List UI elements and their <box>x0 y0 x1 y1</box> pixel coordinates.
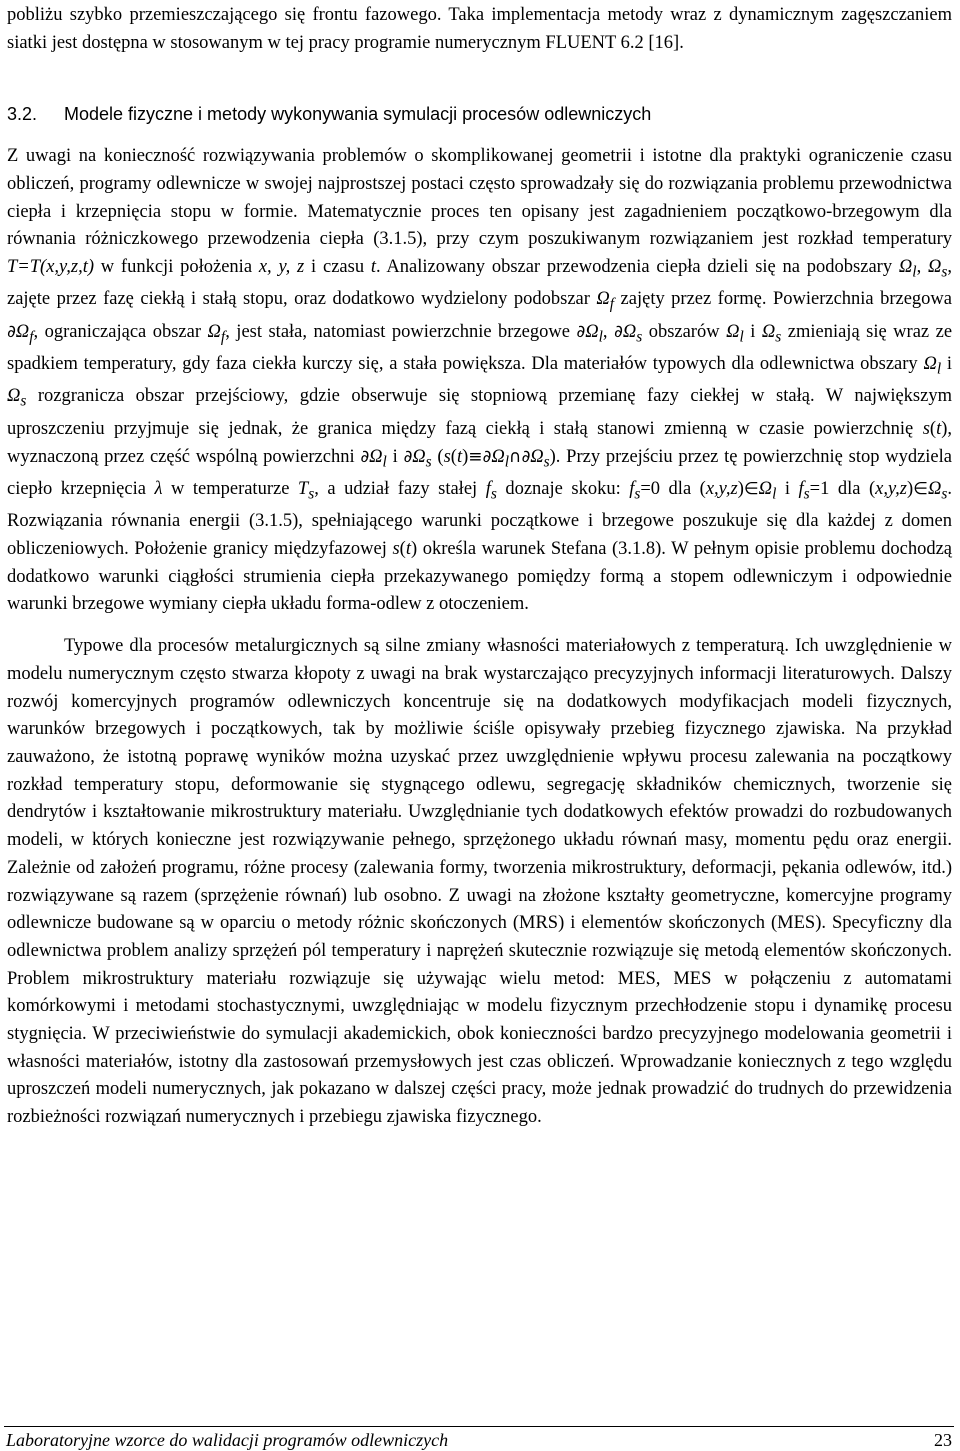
page-footer <box>4 1426 954 1450</box>
section-heading <box>7 101 952 129</box>
page-number: 23 <box>934 1430 952 1450</box>
paragraph-model-description: Z uwagi na konieczność rozwiązywania problemów o skomplikowanej geometrii i istotne dla praktyki ograniczenie czasu obliczeń, programy odlewnicze w swojej najprostszej postaci często sprowadzały się do rozwiązania problemu przewodnictwa ciepła i krzepnięcia stopu w formie. Matematycznie proces ten opisany jest zagadnieniem początkowo-brzegowym dla równania różniczkowego przewodzenia ciepła (3.1.5), przy czym poszukiwanym rozwiązaniem jest rozkład temperatury T=T(x,y,z,t) w funkcji położenia x, y, z i czasu t. Analizowany obszar przewodzenia ciepła dzieli się na podobszary $\Omega_l$, $\Omega_s$, zajęte przez fazę ciekłą i stałą stopu, oraz dodatkowo wydzielony podobszar $\Omega_f$ zajęty przez formę. Powierzchnia brzegowa $\partial\Omega_f$, ograniczająca obszar $\Omega_f$, jest stała, natomiast powierzchnie brzegowe $\partial\Omega_l$, $\partial\Omega_s$ obszarów $\Omega_l$ i $\Omega_s$ zmieniają się wraz ze spadkiem temperatury, gdy faza ciekła kurczy się, a stała powiększa. Dla materiałów typowych dla odlewnictwa obszary $\Omega_l$ i $\Omega_s$ rozgranicza obszar przejściowy, gdzie obserwuje się stopniową przemianę fazy ciekłej w stałą. W największym uproszczeniu przyjmuje się jednak, że granica między fazą ciekłą i stałą stanowi zmienną w czasie powierzchnię s(t), wyznaczoną przez część wspólną powierzchni $\partial\Omega_l$ i $\partial\Omega_s$ $(s(t)\equiv\partial\Omega_l\cap\partial\Omega_s)$. Przy przejściu przez tę powierzchnię stop wydziela ciepło krzepnięcia λ w temperaturze $T_s$, a udział fazy stałej $f_s$ doznaje skoku: $f_s=0$ dla $(x,y,z)\in\Omega_l$ i $f_s=1$ dla $(x,y,z)\in\Omega_s$. Rozwiązania równania energii (3.1.5), spełniającego warunki początkowe i brzegowe poszukuje się dla każdej z domen obliczeniowych. Położenie granicy międzyfazowej s(t) określa warunek Stefana (3.1.8). W pełnym opisie problemu dochodzą dodatkowo warunki ciągłości strumienia ciepła przekazywanego pomiędzy formą a stopem odlewniczym i odpowiednie warunki brzegowe wymiany ciepła układu forma-odlew z otoczeniem. <box>7 146 953 615</box>
section-title: Modele fizyczne i metody wykonywania symulacji procesów odlewniczych <box>64 104 652 125</box>
page-content <box>7 2 952 1132</box>
footer-title: Laboratoryjne wzorce do walidacji programów odlewniczych <box>6 1430 449 1450</box>
section-number: 3.2. <box>7 104 38 125</box>
intro-paragraph: pobliżu szybko przemieszczającego się frontu fazowego. Taka implementacja metody wraz z dynamicznym zagęszczaniem siatki jest dostępna w stosowanym w tej pracy programie numerycznym FLUENT 6.2 [16]. <box>7 5 952 53</box>
paragraph-material-properties: Typowe dla procesów metalurgicznych są silne zmiany własności materiałowych z temperaturą. Ich uwzględnienie w modelu numerycznym często stwarza kłopoty z uwagi na brak wystarczająco precyzyjnych informacji literaturowych. Dalszy rozwój komercyjnych programów odlewniczych koncentruje się na dodatkowych modyfikacjach modeli fizycznych, warunków brzegowych i początkowych, tak by możliwie ściśle opisywały przebieg fizycznego zjawiska. Na przykład zauważono, że istotną poprawę wyników można uzyskać przez uwzględnienie wpływu procesu zalewania na początkowy rozkład temperatury stopu, deformowanie się stygnącego odlewu, segregację składników chemicznych, tworzenie się dendrytów i kształtowanie mikrostruktury materiału. Uwzględnianie tych dodatkowych efektów prowadzi do rozbudowanych modeli, w których konieczne jest rozwiązywanie pełnego, sprzężonego układu równań masy, momentu pędu oraz energii. Zależnie od założeń programu, różne procesy (zalewania formy, tworzenia mikrostruktury, deformacji, pękania odlewów, itd.) rozwiązywane są razem (sprzężenie równań) lub osobno. Z uwagi na złożone kształty geometryczne, komercyjne programy odlewnicze budowane są w oparciu o metody różnic skończonych (MRS) i elementów skończonych (MES). Specyficzny dla odlewnictwa problem analizy sprzężeń pól temperatury i naprężeń skutecznie rozwiązuje się metodą elementów skończonych. Problem mikrostruktury materiału rozwiązuje się używając wielu metod: MES, MES w połączeniu z automatami komórkowymi i metodami stochastycznymi, uwzględniając w modelu fizycznym przechłodzenie stopu i dynamikę procesu stygnięcia. W przeciwieństwie do symulacji akademickich, obok konieczności bardzo precyzyjnego modelowania geometrii i własności materiałów, istotny dla zastosowań przemysłowych jest czas obliczeń. Wprowadzanie koniecznych z tego względu uproszczeń modeli numerycznych, jak pokazano w dalszej części pracy, może jednak prowadzić do trudnych do przewidzenia rozbieżności rozwiązań numerycznych i przebiegu zjawiska fizycznego. <box>7 636 952 1128</box>
